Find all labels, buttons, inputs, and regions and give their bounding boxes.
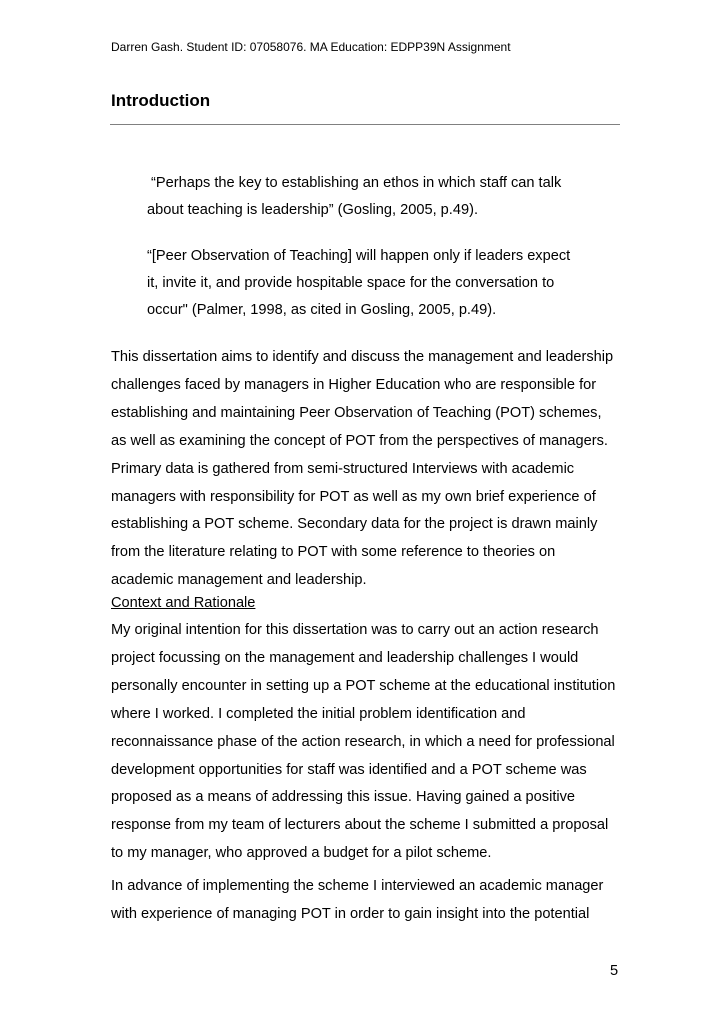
paragraph-line: challenges faced by managers in Higher Education who are responsible for [111, 376, 597, 393]
paragraph-line: Primary data is gathered from semi-structured Interviews with academic [111, 460, 575, 477]
quote-line: about teaching is leadership” (Gosling, 2005, p.49). [147, 202, 478, 218]
paragraph-line: My original intention for this dissertation was to carry out an action research [111, 622, 599, 638]
paragraph-line: response from my team of lecturers about the scheme I submitted a proposal [111, 817, 609, 834]
quote-line: occur" (Palmer, 1998, as cited in Gosling, 2005, p.49). [147, 302, 497, 318]
section-title: Introduction [111, 91, 211, 110]
paragraph-line: academic management and leadership. [111, 572, 367, 589]
paragraph-line: reconnaissance phase of the action research, in which a need for professional [111, 733, 615, 750]
paragraph-line: where I worked. I completed the initial problem identification and [111, 705, 526, 722]
paragraph-line: establishing a POT scheme. Secondary data for the project is drawn mainly [111, 516, 598, 533]
paragraph-line: proposed as a means of addressing this issue. Having gained a positive [111, 789, 576, 806]
paragraph-line: as well as examining the concept of POT from the perspectives of managers. [111, 432, 608, 449]
quote-line: “Perhaps the key to establishing an ethos in which staff can talk [147, 175, 562, 191]
block-quote-palmer [147, 243, 607, 324]
quote-line: “[Peer Observation of Teaching] will happen only if leaders expect [147, 248, 571, 264]
paragraph-line: establishing and maintaining Peer Observation of Teaching (POT) schemes, [111, 404, 602, 421]
context-rationale-heading: Context and Rationale [111, 595, 256, 611]
intro-paragraph [111, 344, 631, 595]
paragraph-line: development opportunities for staff was identified and a POT scheme was [111, 761, 587, 778]
paragraph-line: personally encounter in setting up a POT scheme at the educational institution [111, 677, 616, 694]
paragraph-line: from the literature relating to POT with some reference to theories on [111, 544, 556, 561]
paragraph-line: This dissertation aims to identify and discuss the management and leadership [111, 349, 614, 365]
block-quote-gosling [147, 170, 607, 224]
paragraph-line: managers with responsibility for POT as well as my own brief experience of [111, 488, 596, 505]
page-number: 5 [610, 963, 619, 979]
running-header: Darren Gash. Student ID: 07058076. MA Education: EDPP39N Assignment [111, 40, 511, 54]
paragraph-line: In advance of implementing the scheme I interviewed an academic manager [111, 878, 604, 894]
context-paragraph [111, 617, 631, 868]
quote-line: it, invite it, and provide hospitable space for the conversation to [147, 275, 555, 291]
implementation-paragraph [111, 873, 631, 929]
paragraph-line: to my manager, who approved a budget for a pilot scheme. [111, 845, 492, 862]
paragraph-line: with experience of managing POT in order to gain insight into the potential [111, 905, 590, 922]
paragraph-line: project focussing on the management and leadership challenges I would [111, 649, 579, 666]
title-divider [110, 124, 620, 125]
